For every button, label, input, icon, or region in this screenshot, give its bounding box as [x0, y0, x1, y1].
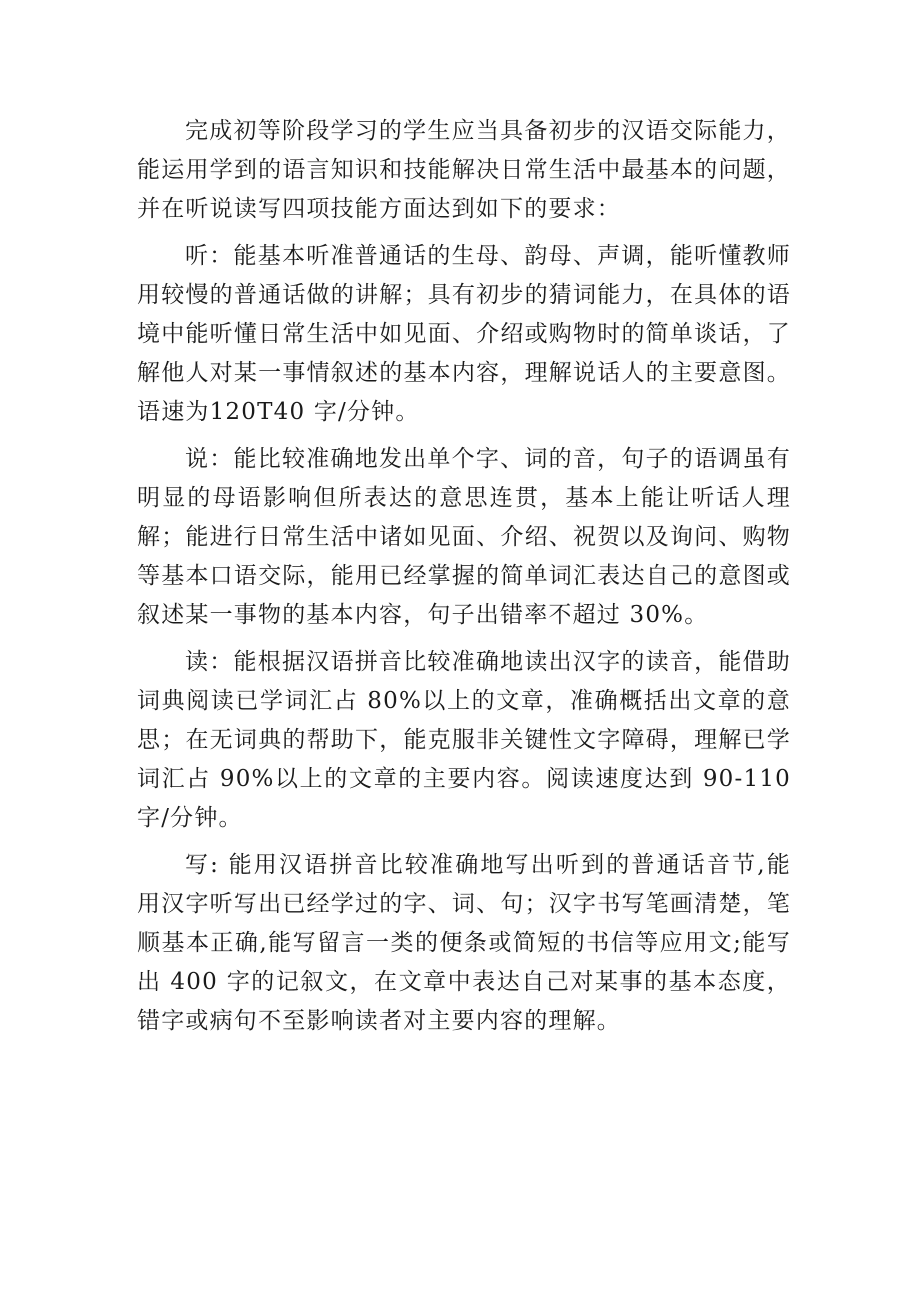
paragraph-intro: 完成初等阶段学习的学生应当具备初步的汉语交际能力，能运用学到的语言知识和技能解决日常生活中最基本的问题，并在听说读写四项技能方面达到如下的要求：	[137, 118, 791, 222]
paragraph-listening: 听：能基本听准普通话的生母、韵母、声调，能听懂教师用较慢的普通话做的讲解；具有初步的猜词能力，在具体的语境中能听懂日常生活中如见面、介绍或购物时的简单谈话，了解他人对某一事情叙述的基本内容，理解说话人的主要意图。语速为120T40 字/分钟。	[137, 243, 791, 425]
paragraph-speaking: 说：能比较准确地发出单个字、词的音，句子的语调虽有明显的母语影响但所表达的意思连贯，基本上能让听话人理解；能进行日常生活中诸如见面、介绍、祝贺以及询问、购物等基本口语交际，能用已经掌握的简单词汇表达自己的意图或叙述某一事物的基本内容，句子出错率不超过 30%。	[137, 446, 791, 628]
paragraph-reading: 读：能根据汉语拼音比较准确地读出汉字的读音，能借助词典阅读已学词汇占 80%以上的文章，准确概括出文章的意思；在无词典的帮助下，能克服非关键性文字障碍，理解已学词汇占 90%以上的文章的主要内容。阅读速度达到 90-110 字/分钟。	[137, 649, 791, 831]
document-body	[137, 112, 791, 1049]
paragraph-writing: 写: 能用汉语拼音比较准确地写出听到的普通话音节,能用汉字听写出已经学过的字、词、句；汉字书写笔画清楚，笔顺基本正确,能写留言一类的便条或简短的书信等应用文;能写出 400 字的记叙文，在文章中表达自己对某事的基本态度，错字或病句不至影响读者对主要内容的理解。	[137, 852, 791, 1034]
